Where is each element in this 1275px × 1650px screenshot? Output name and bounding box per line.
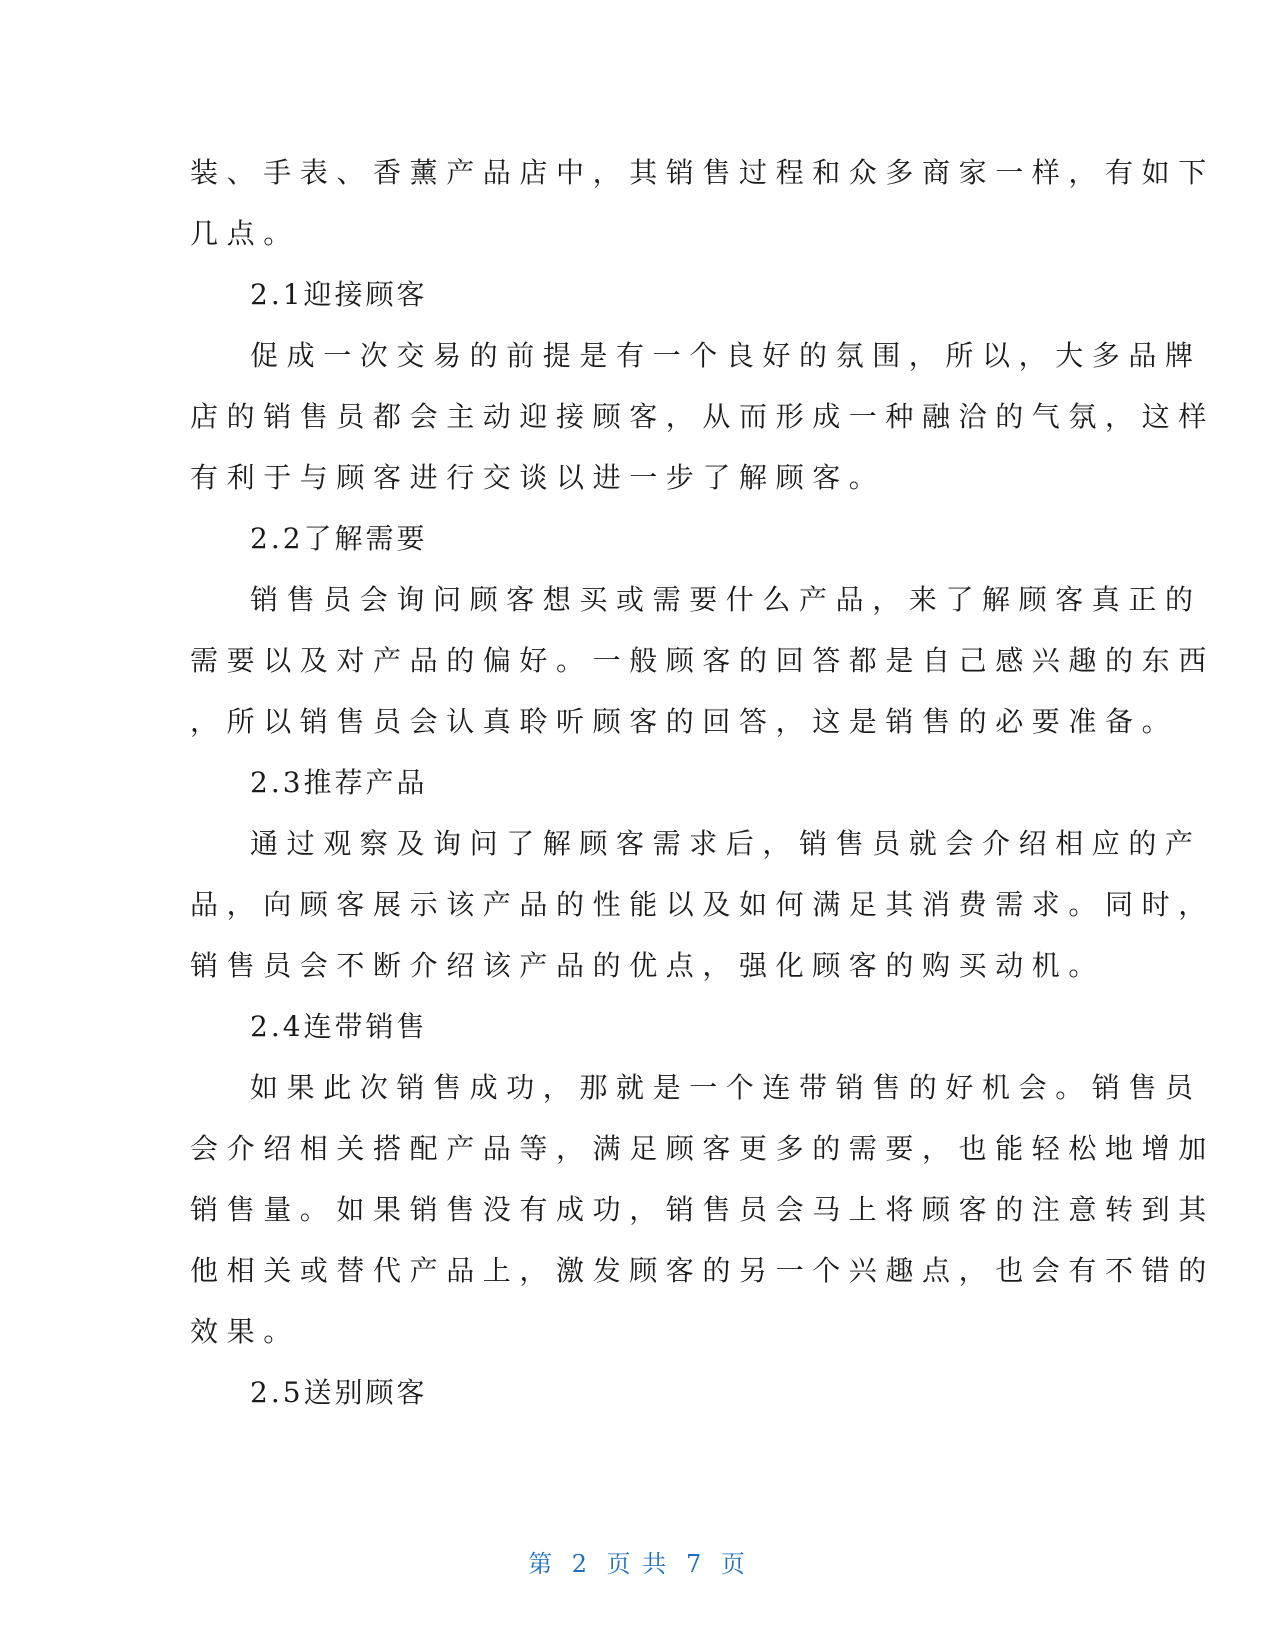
paragraph-line: 他相关或替代产品上，激发顾客的另一个兴趣点，也会有不错的	[190, 1254, 1215, 1287]
paragraph-line: 店的销售员都会主动迎接顾客，从而形成一种融洽的气氛，这样	[190, 400, 1215, 433]
page-footer	[0, 1544, 1275, 1579]
paragraph-line: 销售员会询问顾客想买或需要什么产品，来了解顾客真正的	[250, 583, 1202, 616]
footer-middle: 页 共	[606, 1550, 669, 1578]
paragraph-line: 几点。	[190, 217, 300, 250]
paragraph-line: 装、手表、香薰产品店中，其销售过程和众多商家一样，有如下	[190, 156, 1215, 189]
footer-current-page: 2	[571, 1550, 590, 1578]
body-text	[190, 142, 1215, 1423]
section-heading-2-3: 2.3推荐产品	[250, 766, 428, 799]
paragraph-line: ，所以销售员会认真聆听顾客的回答，这是销售的必要准备。	[190, 705, 1179, 738]
section-heading-2-5: 2.5送别顾客	[250, 1376, 428, 1409]
paragraph-line: 效果。	[190, 1315, 300, 1348]
paragraph-line: 有利于与顾客进行交谈以进一步了解顾客。	[190, 461, 886, 494]
paragraph-line: 会介绍相关搭配产品等，满足顾客更多的需要，也能轻松地增加	[190, 1132, 1215, 1165]
paragraph-line: 销售量。如果销售没有成功，销售员会马上将顾客的注意转到其	[190, 1193, 1215, 1226]
paragraph-line: 如果此次销售成功，那就是一个连带销售的好机会。销售员	[250, 1071, 1202, 1104]
paragraph-line: 需要以及对产品的偏好。一般顾客的回答都是自己感兴趣的东西	[190, 644, 1215, 677]
footer-suffix: 页	[720, 1550, 747, 1578]
paragraph-line: 品，向顾客展示该产品的性能以及如何满足其消费需求。同时，	[190, 888, 1215, 921]
footer-total-pages: 7	[685, 1550, 704, 1578]
paragraph-line: 促成一次交易的前提是有一个良好的氛围，所以，大多品牌	[250, 339, 1202, 372]
footer-prefix: 第	[528, 1550, 555, 1578]
section-heading-2-1: 2.1迎接顾客	[250, 278, 428, 311]
paragraph-line: 销售员会不断介绍该产品的优点，强化顾客的购买动机。	[190, 949, 1106, 982]
section-heading-2-2: 2.2了解需要	[250, 522, 428, 555]
paragraph-line: 通过观察及询问了解顾客需求后，销售员就会介绍相应的产	[250, 827, 1202, 860]
section-heading-2-4: 2.4连带销售	[250, 1010, 428, 1043]
